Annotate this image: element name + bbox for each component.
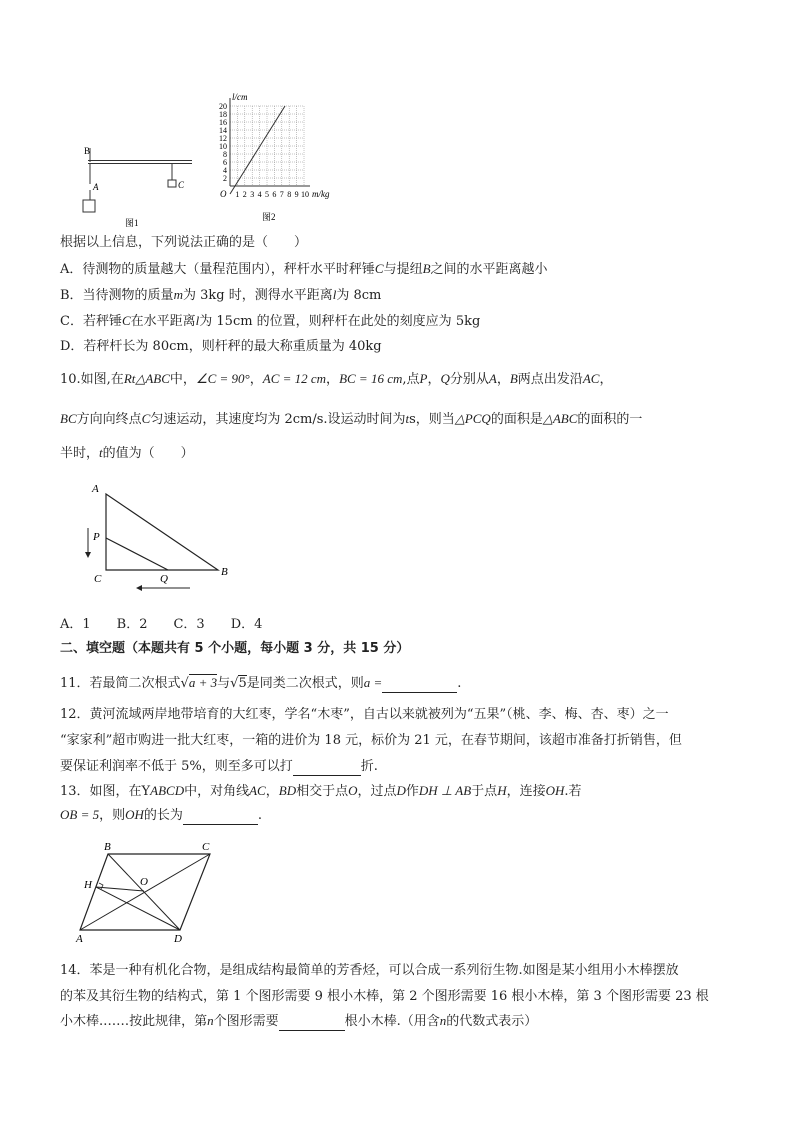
fig2-x-tick: 4 [257,190,262,199]
q10-label-p: P [93,531,100,543]
q12-answer-blank[interactable] [293,761,361,776]
q11-answer-blank[interactable] [382,678,457,693]
q14-line-1: 14．苯是一种有机化合物，是组成结构最简单的芳香烃，可以合成一系列衍生物.如图是某小组用小木棒摆放 [60,963,679,978]
q11-line: 11．若最简二次根式√a + 3与√5是同类二次根式，则a = . [60,675,462,691]
fig2-x-tick: 8 [287,190,292,199]
q9-option-c: C．若秤锤C在水平距离l为 15cm 的位置，则秤杆在此处的刻度应为 5kg [60,313,481,329]
fig2-x-tick: 2 [242,190,247,199]
fig2-x-tick: 3 [250,190,255,199]
q9-option-d: D．若秤杆长为 80cm，则杆秤的最大称重质量为 40kg [60,339,382,354]
fig2-y-tick: 16 [219,118,227,127]
q10-line-2: BC方向向终点C匀速运动，其速度均为 2cm/s.设运动时间为ts，则当△PCQ的面积是△ABC的面积的一 [60,411,643,427]
q9-option-b: B．当待测物的质量m为 3kg 时，测得水平距离l为 8cm [60,287,382,303]
q13-parallelogram-figure [70,840,230,950]
fig2-x-tick: 10 [301,190,309,199]
q10-line-1: 10.如图,在Rt△ABC中，∠C = 90°，AC = 12 cm，BC = 16 cm,点P，Q分别从A，B两点出发沿AC， [60,371,613,387]
q13-label-a: A [76,933,83,945]
fig2-y-tick: 12 [219,134,227,143]
q14-line-3: 小木棒.……按此规律，第n个图形需要 根小木棒.（用含n的代数式表示） [60,1013,538,1029]
sqrt-symbol: √ [230,676,239,691]
q12-line-2: “家家利”超市购进一批大红枣，一箱的进价为 18 元，标价为 21 元，在春节期间，该超市准备打折销售，但 [60,733,682,748]
fig2-x-tick: 1 [235,190,240,199]
q10-label-c: C [94,573,102,585]
figure-2-graph [210,92,345,230]
q10-options: A．1 B．2 C．3 D．4 [60,617,263,632]
q14-answer-blank[interactable] [279,1016,345,1031]
fig1-label-b: B [84,146,91,156]
fig1-caption: 图1 [125,218,139,228]
fig2-y-tick: 8 [223,150,227,159]
fig2-y-tick: 2 [223,174,227,183]
q13-label-h: H [84,879,92,891]
fig2-y-tick: 18 [219,110,227,119]
fig2-x-tick: 5 [265,190,269,199]
q12-line-3: 要保证利润率不低于 5%，则至多可以打 折. [60,759,378,774]
parallelogram-symbol: Y [141,784,151,799]
fig2-y-tick: 14 [219,126,227,135]
fig2-x-tick: 9 [294,190,299,199]
fig2-origin: O [220,189,227,199]
fig2-y-axis-label: l/cm [232,92,248,102]
q13-label-b: B [104,841,111,853]
q10-line-3: 半时，t的值为（ ） [60,445,194,461]
q13-label-o: O [140,876,148,888]
q13-line-1: 13．如图，在YABCD中，对角线AC，BD相交于点O，过点D作DH ⊥ AB于点H，连接OH.若 [60,783,582,799]
fig2-x-axis-label: m/kg [312,189,330,199]
fig2-y-tick: 6 [223,158,227,167]
q10-label-q: Q [160,573,168,585]
fig2-grid [230,106,304,186]
q13-line-2: OB = 5，则OH的长为 . [60,807,263,823]
fig2-caption: 图2 [262,212,276,222]
q9-stem: 根据以上信息，下列说法正确的是（ ） [60,235,308,250]
q10-label-a: A [92,483,99,495]
fig2-y-tick: 10 [219,142,227,151]
fig2-y-tick: 4 [223,166,227,175]
fig1-label-a: A [93,182,99,192]
fig2-x-tick: 7 [279,190,284,199]
q13-answer-blank[interactable] [183,810,258,825]
q10-triangle-figure [80,478,240,600]
q13-label-d: D [174,933,182,945]
fig2-y-tick: 20 [219,102,227,111]
q12-line-1: 12．黄河流域两岸地带培育的大红枣，学名“木枣”，自古以来就被列为“五果”（桃、李、梅、杏、枣）之一 [60,707,669,722]
q10-label-b: B [221,566,228,578]
sqrt-symbol: √ [180,676,189,691]
fig2-x-tick: 6 [272,190,277,199]
fig1-label-c: C [178,180,185,190]
q9-option-a: A．待测物的质量越大（量程范围内），秤杆水平时秤锤C与提纽B之间的水平距离越小 [60,261,548,277]
section-2-heading: 二、填空题（本题共有 5 个小题，每小题 3 分，共 15 分） [60,641,410,656]
q13-label-c: C [202,841,210,853]
figure-1-steelyard [70,140,210,230]
q14-line-2: 的苯及其衍生物的结构式，第 1 个图形需要 9 根小木棒，第 2 个图形需要 16 根小木棒，第 3 个图形需要 23 根 [60,989,709,1004]
